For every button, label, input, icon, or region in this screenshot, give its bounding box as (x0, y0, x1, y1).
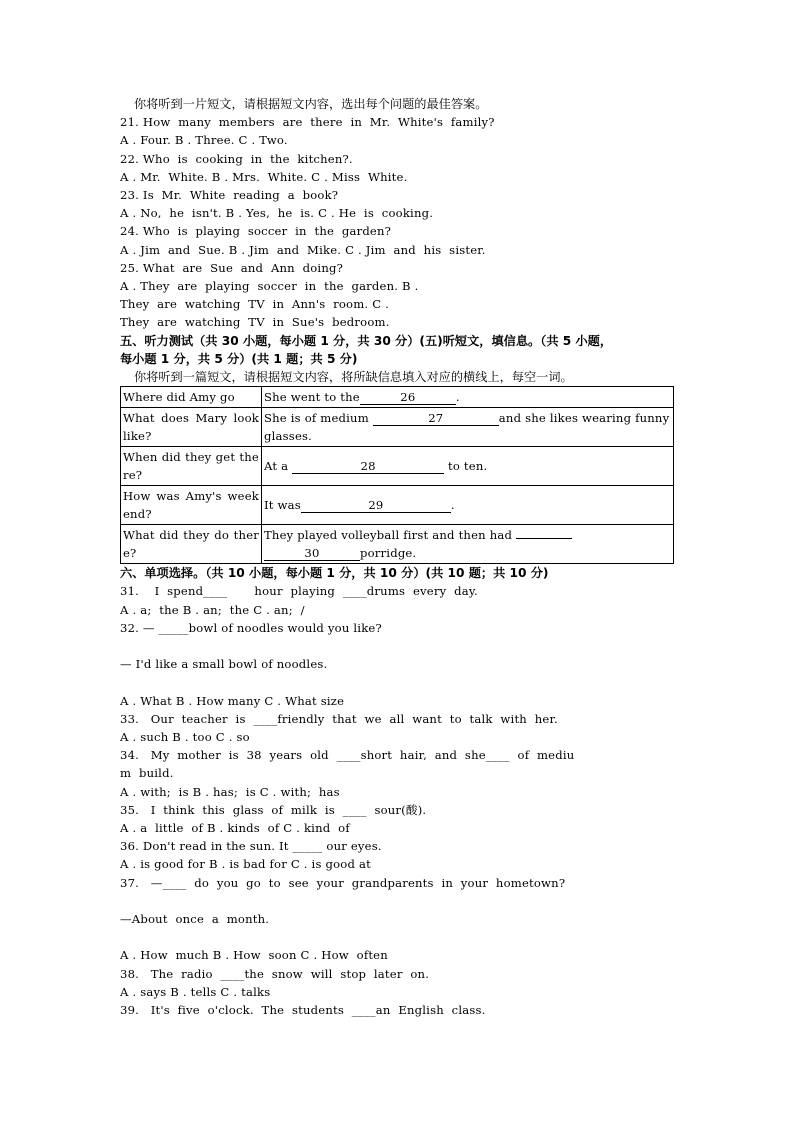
reply-37: —About once a month. (120, 912, 270, 927)
spacer (120, 928, 674, 946)
table-answer-cell: She is of medium 27 and she likes wearing funny glasses. (262, 408, 674, 447)
options-35: A . a little of B . kinds of C . kind of (120, 821, 350, 836)
table-answer-cell: She went to the 26 . (262, 387, 674, 408)
table-question-cell: When did they get there? (121, 447, 262, 486)
answer-blank-26[interactable]: 26 (360, 390, 456, 405)
question-35: 35. I think this glass of milk is ____ sour(酸). (120, 802, 427, 817)
question-31: 31. I spend____ hour playing ____drums every day. (120, 584, 478, 599)
question-34: 34. My mother is 38 years old ____short hair, and she____ of mediu (120, 748, 575, 763)
answer-blank-27[interactable]: 27 (373, 411, 499, 426)
options-21: A . Four. B . Three. C . Two. (120, 133, 288, 148)
table-question-cell: What did they do there? (121, 525, 262, 564)
table-answer-cell: They played volleyball first and then had 30 porridge. (262, 525, 674, 564)
answer-blank-extra[interactable] (516, 538, 572, 539)
options-34: A . with; is B . has; is C . with; has (120, 784, 340, 799)
options-22: A . Mr. White. B . Mrs. White. C . Miss White. (120, 169, 408, 184)
options-25-c: They are watching TV in Sue's bedroom. (120, 315, 390, 330)
question-21: 21. How many members are there in Mr. White's family? (120, 115, 495, 130)
listening-questions-21-25 (120, 113, 674, 331)
table-answer-cell: At a 28 to ten. (262, 447, 674, 486)
question-23: 23. Is Mr. White reading a book? (120, 188, 339, 203)
table-row (121, 486, 674, 525)
options-32: A . What B . How many C . What size (120, 693, 345, 708)
exam-page (120, 95, 674, 1019)
spacer (120, 892, 674, 910)
section-5-heading-1: 五、听力测试（共 30 小题，每小题 1 分，共 30 分）(五)听短文，填信息。（共 5 小题， (120, 333, 613, 348)
question-22: 22. Who is cooking in the kitchen?. (120, 151, 353, 166)
table-question-cell: What does Mary look like? (121, 408, 262, 447)
table-row (121, 408, 674, 447)
options-38: A . says B . tells C . talks (120, 984, 271, 999)
multiple-choice-questions (120, 582, 674, 1019)
question-39: 39. It's five o'clock. The students ____an English class. (120, 1003, 486, 1018)
options-23: A . No, he isn't. B . Yes, he is. C . He is cooking. (120, 206, 434, 221)
table-row (121, 525, 674, 564)
options-36: A . is good for B . is bad for C . is good at (120, 857, 371, 872)
question-38: 38. The radio ____the snow will stop later on. (120, 966, 430, 981)
question-37: 37. —____ do you go to see your grandparents in your hometown? (120, 875, 566, 890)
listening-intro-1: 你将听到一片短文，请根据短文内容，选出每个问题的最佳答案。 (134, 97, 488, 111)
table-row (121, 447, 674, 486)
options-25-a: A . They are playing soccer in the garden. B . (120, 279, 419, 294)
options-31: A . a; the B . an; the C . an; / (120, 602, 305, 617)
options-37: A . How much B . How soon C . How often (120, 948, 388, 963)
question-24: 24. Who is playing soccer in the garden? (120, 224, 392, 239)
table-answer-cell: It was 29 . (262, 486, 674, 525)
listening-intro-2: 你将听到一篇短文，请根据短文内容，将所缺信息填入对应的横线上，每空一词。 (134, 370, 573, 385)
table-question-cell: Where did Amy go (121, 387, 262, 408)
options-33: A . such B . too C . so (120, 730, 250, 745)
answer-blank-29[interactable]: 29 (301, 498, 451, 513)
fill-in-table (120, 386, 674, 564)
question-32: 32. — _____bowl of noodles would you like? (120, 620, 382, 635)
question-36: 36. Don't read in the sun. It _____ our eyes. (120, 839, 382, 854)
options-24: A . Jim and Sue. B . Jim and Mike. C . Jim and his sister. (120, 242, 486, 257)
answer-blank-30[interactable]: 30 (264, 546, 360, 561)
question-34-cont: m build. (120, 766, 174, 781)
options-25-b: They are watching TV in Ann's room. C . (120, 297, 390, 312)
section-5-heading-2: 每小题 1 分，共 5 分）(共 1 题；共 5 分) (120, 351, 358, 366)
answer-blank-28[interactable]: 28 (292, 459, 444, 474)
reply-32: — I'd like a small bowl of noodles. (120, 657, 328, 672)
table-question-cell: How was Amy's weekend? (121, 486, 262, 525)
spacer (120, 673, 674, 691)
section-6-heading: 六、单项选择。（共 10 小题，每小题 1 分，共 10 分）(共 10 题；共 10 分) (120, 566, 549, 581)
question-33: 33. Our teacher is ____friendly that we all want to talk with her. (120, 711, 558, 726)
spacer (120, 637, 674, 655)
table-row (121, 387, 674, 408)
question-25: 25. What are Sue and Ann doing? (120, 260, 344, 275)
